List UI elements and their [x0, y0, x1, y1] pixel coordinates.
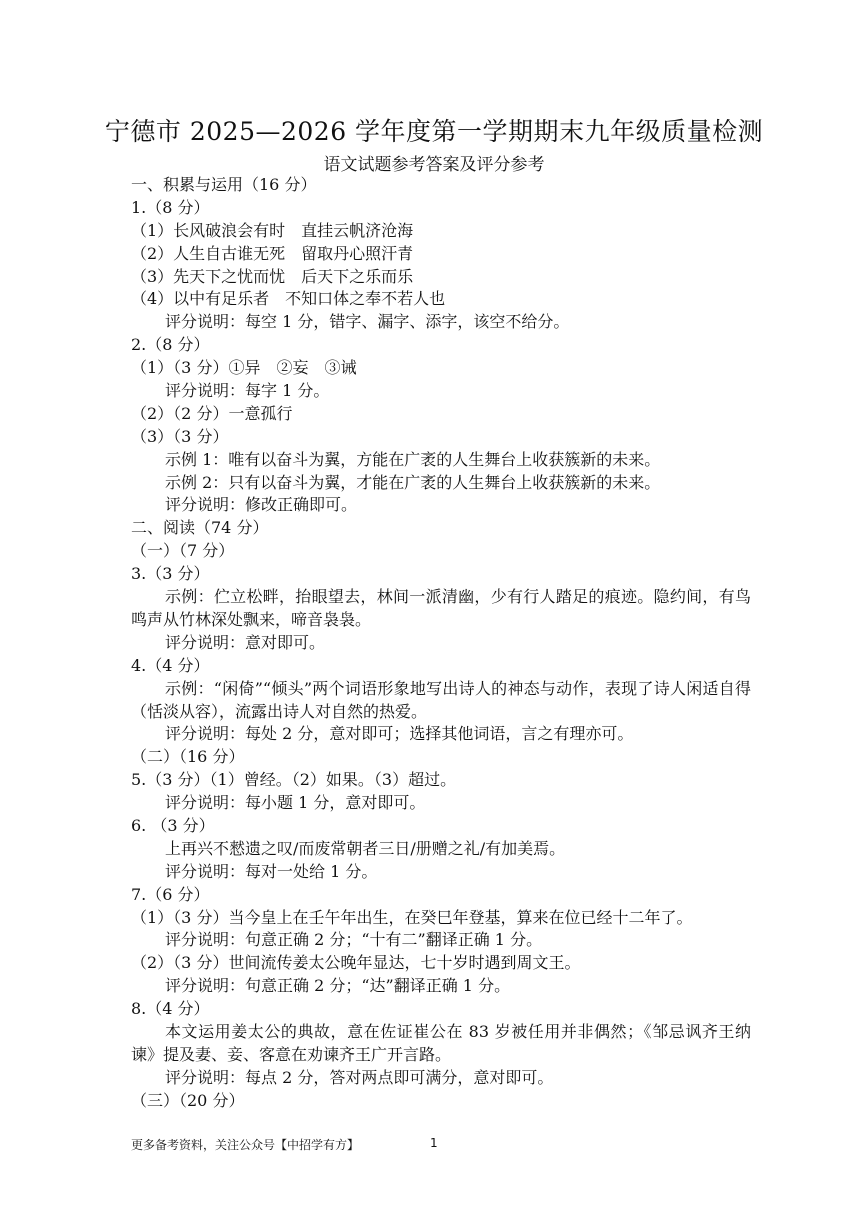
example-answer: 示例：“闲倚”“倾头”两个词语形象地写出诗人的神态与动作，表现了诗人闲适自得（恬淡从容），流露出诗人对自然的热爱。: [131, 678, 751, 721]
scoring-note: 评分说明：句意正确 2 分；“达”翻译正确 1 分。: [165, 976, 511, 996]
answer-line: （4）以中有足乐者 不知口体之奉不若人也: [131, 289, 446, 309]
document-subtitle: 语文试题参考答案及评分参考: [323, 155, 545, 175]
section-heading: 一、积累与运用（16 分）: [131, 175, 317, 194]
scoring-note: 评分说明：每对一处给 1 分。: [165, 861, 378, 881]
subsection-heading: （二）（16 分）: [131, 747, 245, 767]
answer-paragraph: 本文运用姜太公的典故，意在佐证崔公在 83 岁被任用并非偶然；《邹忌讽齐王纳谏》提及妻、妾、客意在劝谏齐王广开言路。: [131, 1022, 751, 1064]
question-heading: 4.（4 分）: [131, 655, 210, 675]
answer-line: （2）（3 分）世间流传姜太公晚年显达，七十岁时遇到周文王。: [131, 953, 581, 973]
question-heading: 3.（3 分）: [131, 564, 210, 584]
question-heading: 2.（8 分）: [131, 335, 210, 355]
answer-line: （2）（2 分）一意孤行: [131, 403, 293, 423]
scoring-note: 评分说明：意对即可。: [165, 632, 326, 652]
scoring-note: 评分说明：修改正确即可。: [165, 495, 358, 515]
answer-line: 5.（3 分）（1）曾经。（2）如果。（3）超过。: [131, 770, 457, 790]
answer-line: （3）（3 分）: [131, 426, 229, 446]
answer-line: （3）先天下之忧而忧 后天下之乐而乐: [131, 266, 414, 286]
section-heading: 二、阅读（74 分）: [131, 518, 269, 538]
subsection-heading: （三）（20 分）: [131, 1090, 245, 1110]
answer-line: （2）人生自古谁无死 留取丹心照汗青: [131, 243, 414, 263]
question-heading: 7.（6 分）: [131, 884, 210, 904]
scoring-note: 评分说明：每小题 1 分，意对即可。: [165, 793, 426, 813]
footer-note: 更多备考资料，关注公众号【中招学有方】: [131, 1138, 360, 1152]
question-heading: 8.（4 分）: [131, 999, 210, 1019]
page-number: 1: [430, 1136, 438, 1150]
example-answer: 示例 2：只有以奋斗为翼，才能在广袤的人生舞台上收获簇新的未来。: [165, 472, 661, 492]
answer-line: （1）（3 分）①异 ②妄 ③诫: [131, 358, 357, 378]
subsection-heading: （一）（7 分）: [131, 541, 235, 561]
answer-line: （1）（3 分）当今皇上在壬午年出生，在癸巳年登基，算来在位已经十二年了。: [131, 907, 693, 927]
scoring-note: 评分说明：每点 2 分，答对两点即可满分，意对即可。: [165, 1067, 554, 1087]
example-answer: 示例：伫立松畔，抬眼望去，林间一派清幽，少有行人踏足的痕迹。隐约间，有鸟鸣声从竹林深处飘来，啼音袅袅。: [131, 587, 751, 629]
answer-line: （1）长风破浪会有时 直挂云帆济沧海: [131, 220, 414, 240]
scoring-note: 评分说明：每字 1 分。: [165, 381, 330, 401]
scoring-note: 评分说明：每处 2 分，意对即可；选择其他词语，言之有理亦可。: [165, 724, 634, 744]
question-heading: 1.（8 分）: [131, 197, 210, 217]
scoring-note: 评分说明：每空 1 分，错字、漏字、添字，该空不给分。: [165, 312, 570, 332]
scoring-note: 评分说明：句意正确 2 分；“十有二”翻译正确 1 分。: [165, 930, 543, 950]
document-title: 宁德市 2025—2026 学年度第一学期期末九年级质量检测: [104, 117, 764, 146]
answer-body: [131, 174, 751, 1113]
question-heading: 6. （3 分）: [131, 816, 215, 835]
example-answer: 示例 1：唯有以奋斗为翼，方能在广袤的人生舞台上收获簇新的未来。: [165, 449, 661, 469]
answer-line: 上再兴不憖遗之叹/而废常朝者三日/册赠之礼/有加美焉。: [165, 838, 566, 858]
